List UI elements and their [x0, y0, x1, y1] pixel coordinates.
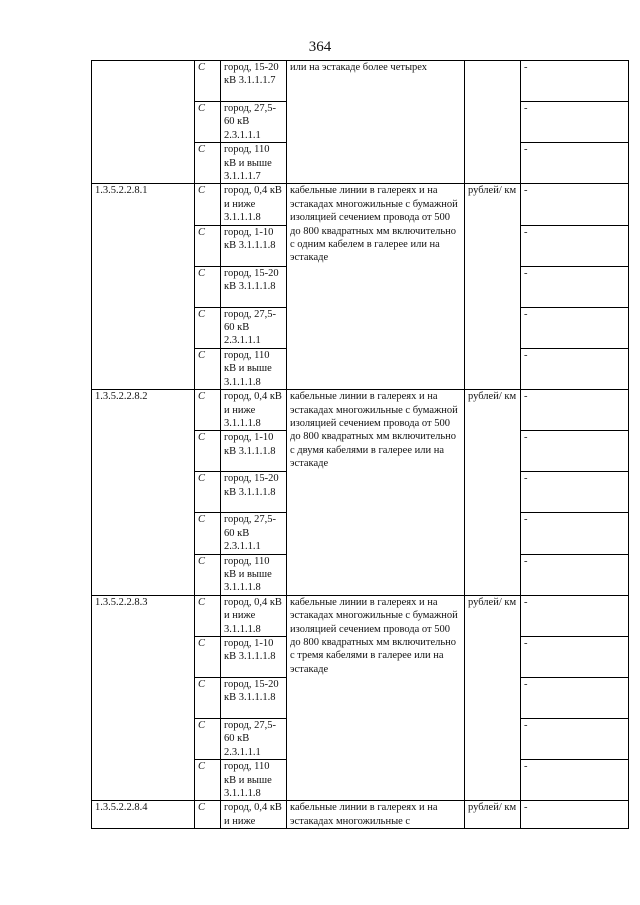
unit: рублей/ км — [465, 184, 521, 390]
rate-value: - — [521, 102, 629, 143]
category-letter: С — [195, 143, 221, 184]
category-letter: С — [195, 801, 221, 829]
rate-value: - — [521, 636, 629, 677]
voltage-level: город, 15-20 кВ 3.1.1.1.8 — [221, 677, 287, 718]
voltage-level: город, 15-20 кВ 3.1.1.1.8 — [221, 266, 287, 307]
page-number: 364 — [308, 39, 332, 55]
rate-value: - — [521, 718, 629, 759]
category-letter: С — [195, 718, 221, 759]
category-letter: С — [195, 390, 221, 431]
voltage-level: город, 0,4 кВ и ниже 3.1.1.1.8 — [221, 595, 287, 636]
category-letter: С — [195, 472, 221, 513]
category-letter: С — [195, 431, 221, 472]
voltage-level: город, 0,4 кВ и ниже 3.1.1.1.8 — [221, 390, 287, 431]
rate-value: - — [521, 801, 629, 829]
category-letter: С — [195, 760, 221, 801]
voltage-level: город, 15-20 кВ 3.1.1.1.7 — [221, 61, 287, 102]
voltage-level: город, 110 кВ и выше 3.1.1.1.8 — [221, 554, 287, 595]
rate-value: - — [521, 472, 629, 513]
table-row — [92, 390, 629, 431]
voltage-level: город, 27,5-60 кВ 2.3.1.1.1 — [221, 718, 287, 759]
table-row — [92, 61, 629, 102]
category-letter: С — [195, 266, 221, 307]
category-letter: С — [195, 554, 221, 595]
item-description: или на эстакаде более четырех — [287, 61, 465, 184]
table-row — [92, 595, 629, 636]
rate-value: - — [521, 61, 629, 102]
unit: рублей/ км — [465, 801, 521, 829]
category-letter: С — [195, 307, 221, 348]
item-code: 1.3.5.2.2.8.4 — [92, 801, 195, 829]
category-letter: С — [195, 61, 221, 102]
rate-value: - — [521, 431, 629, 472]
item-code: 1.3.5.2.2.8.3 — [92, 595, 195, 801]
table-row — [92, 184, 629, 225]
voltage-level: город, 110 кВ и выше 3.1.1.1.7 — [221, 143, 287, 184]
unit: рублей/ км — [465, 390, 521, 596]
voltage-level: город, 27,5-60 кВ 2.3.1.1.1 — [221, 307, 287, 348]
rate-value: - — [521, 513, 629, 554]
item-description: кабельные линии в галереях и на эстакадах многожильные с — [287, 801, 465, 829]
rate-value: - — [521, 307, 629, 348]
tariff-table — [91, 60, 629, 829]
item-description: кабельные линии в галереях и на эстакадах многожильные с бумажной изоляцией сечением провода от 500 до 800 квадратных мм включительно с двумя кабелями в галерее или на эстакаде — [287, 390, 465, 596]
unit: рублей/ км — [465, 595, 521, 801]
rate-value: - — [521, 390, 629, 431]
category-letter: С — [195, 513, 221, 554]
rate-value: - — [521, 348, 629, 389]
voltage-level: город, 0,4 кВ и ниже 3.1.1.1.8 — [221, 184, 287, 225]
voltage-level: город, 1-10 кВ 3.1.1.1.8 — [221, 225, 287, 266]
rate-value: - — [521, 225, 629, 266]
voltage-level: город, 110 кВ и выше 3.1.1.1.8 — [221, 760, 287, 801]
rate-value: - — [521, 184, 629, 225]
rate-value: - — [521, 266, 629, 307]
category-letter: С — [195, 595, 221, 636]
rate-value: - — [521, 554, 629, 595]
category-letter: С — [195, 677, 221, 718]
voltage-level: город, 27,5-60 кВ 2.3.1.1.1 — [221, 102, 287, 143]
category-letter: С — [195, 348, 221, 389]
voltage-level: город, 0,4 кВ и ниже — [221, 801, 287, 829]
unit — [465, 61, 521, 184]
voltage-level: город, 27,5-60 кВ 2.3.1.1.1 — [221, 513, 287, 554]
voltage-level: город, 1-10 кВ 3.1.1.1.8 — [221, 431, 287, 472]
voltage-level: город, 110 кВ и выше 3.1.1.1.8 — [221, 348, 287, 389]
item-code: 1.3.5.2.2.8.1 — [92, 184, 195, 390]
item-code: 1.3.5.2.2.8.2 — [92, 390, 195, 596]
category-letter: С — [195, 184, 221, 225]
item-description: кабельные линии в галереях и на эстакадах многожильные с бумажной изоляцией сечением провода от 500 до 800 квадратных мм включительно с одним кабелем в галерее или на эстакаде — [287, 184, 465, 390]
rate-value: - — [521, 760, 629, 801]
category-letter: С — [195, 636, 221, 677]
rate-value: - — [521, 677, 629, 718]
item-description: кабельные линии в галереях и на эстакадах многожильные с бумажной изоляцией сечением провода от 500 до 800 квадратных мм включительно с тремя кабелями в галерее или на эстакаде — [287, 595, 465, 801]
table-row — [92, 801, 629, 829]
voltage-level: город, 1-10 кВ 3.1.1.1.8 — [221, 636, 287, 677]
rate-value: - — [521, 143, 629, 184]
rate-value: - — [521, 595, 629, 636]
voltage-level: город, 15-20 кВ 3.1.1.1.8 — [221, 472, 287, 513]
category-letter: С — [195, 102, 221, 143]
item-code — [92, 61, 195, 184]
category-letter: С — [195, 225, 221, 266]
